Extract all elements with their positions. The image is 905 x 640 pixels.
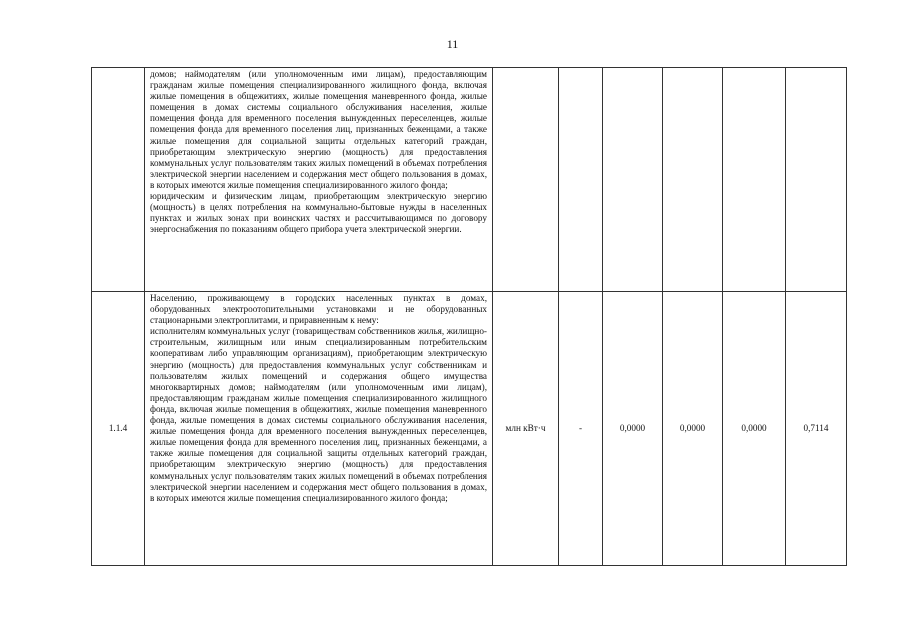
value-cell — [786, 68, 847, 292]
value-cell — [603, 68, 663, 292]
value-cell: 0,0000 — [723, 292, 786, 566]
tariff-table — [91, 67, 847, 566]
value-cell — [723, 68, 786, 292]
table-row — [92, 292, 847, 566]
row-description-cell — [145, 292, 493, 566]
table-row — [92, 68, 847, 292]
description-paragraph: Населению, проживающему в городских населенных пунктах в домах, оборудованных электроотопительными установками и не оборудованных стационарными электроплитами, и приравненным к нему: — [150, 293, 487, 326]
description-paragraph: домов; наймодателям (или уполномоченным ими лицам), предоставляющим гражданам жилые помещения специализированного жилищного фонда, включая жилые помещения в общежитиях, жилые помещения маневренного фонда, жилые помещения в домах системы социального обслуживания населения, жилые помещения фонда для временного поселения вынужденных переселенцев, жилые помещения фонда для временного поселения лиц, признанных беженцами, а также жилые помещения для социальной защиты отдельных категорий граждан, приобретающим электрическую энергию (мощность) для предоставления коммунальных услуг пользователям таких жилых помещений в объемах потребления электрической энергии населением и содержания мест общего пользования в домах, в которых имеются жилые помещения специализированного жилого фонда; — [150, 69, 487, 190]
row-code-cell — [92, 68, 145, 292]
value-cell — [559, 68, 603, 292]
page-number: 11 — [446, 37, 459, 51]
row-code-cell: 1.1.4 — [92, 292, 145, 566]
value-cell: 0,0000 — [603, 292, 663, 566]
unit-cell: млн кВт·ч — [493, 292, 559, 566]
description-paragraph: исполнителям коммунальных услуг (товариществам собственников жилья, жилищно-строительным, жилищным или иным специализированным потребительским кооперативам либо управляющим организациям), приобретающим электрическую энергию (мощность) для предоставления коммунальных услуг собственникам и пользователям жилых помещений и содержания общего имущества многоквартирных домов; наймодателям (или уполномоченным ими лицам), предоставляющим гражданам жилые помещения специализированного жилищного фонда, включая жилые помещения в общежитиях, жилые помещения маневренного фонда, жилые помещения в домах системы социального обслуживания населения, жилые помещения фонда для временного поселения вынужденных переселенцев, жилые помещения фонда для временного поселения лиц, признанных беженцами, а также жилые помещения для социальной защиты отдельных категорий граждан, приобретающим электрическую энергию (мощность) для предоставления коммунальных услуг пользователям таких жилых помещений в объемах потребления электрической энергии населением и содержания мест общего пользования в домах, в которых имеются жилые помещения специализированного жилого фонда; — [150, 326, 487, 503]
value-cell — [663, 68, 723, 292]
description-paragraph: юридическим и физическим лицам, приобретающим электрическую энергию (мощность) в целях потребления на коммунально-бытовые нужды в населенных пунктах и жилых зонах при воинских частях и рассчитывающимся по договору энергоснабжения по показаниям общего прибора учета электрической энергии. — [150, 191, 487, 235]
value-cell: 0,7114 — [786, 292, 847, 566]
unit-cell — [493, 68, 559, 292]
row-description-cell — [145, 68, 493, 292]
value-cell: 0,0000 — [663, 292, 723, 566]
value-cell: - — [559, 292, 603, 566]
